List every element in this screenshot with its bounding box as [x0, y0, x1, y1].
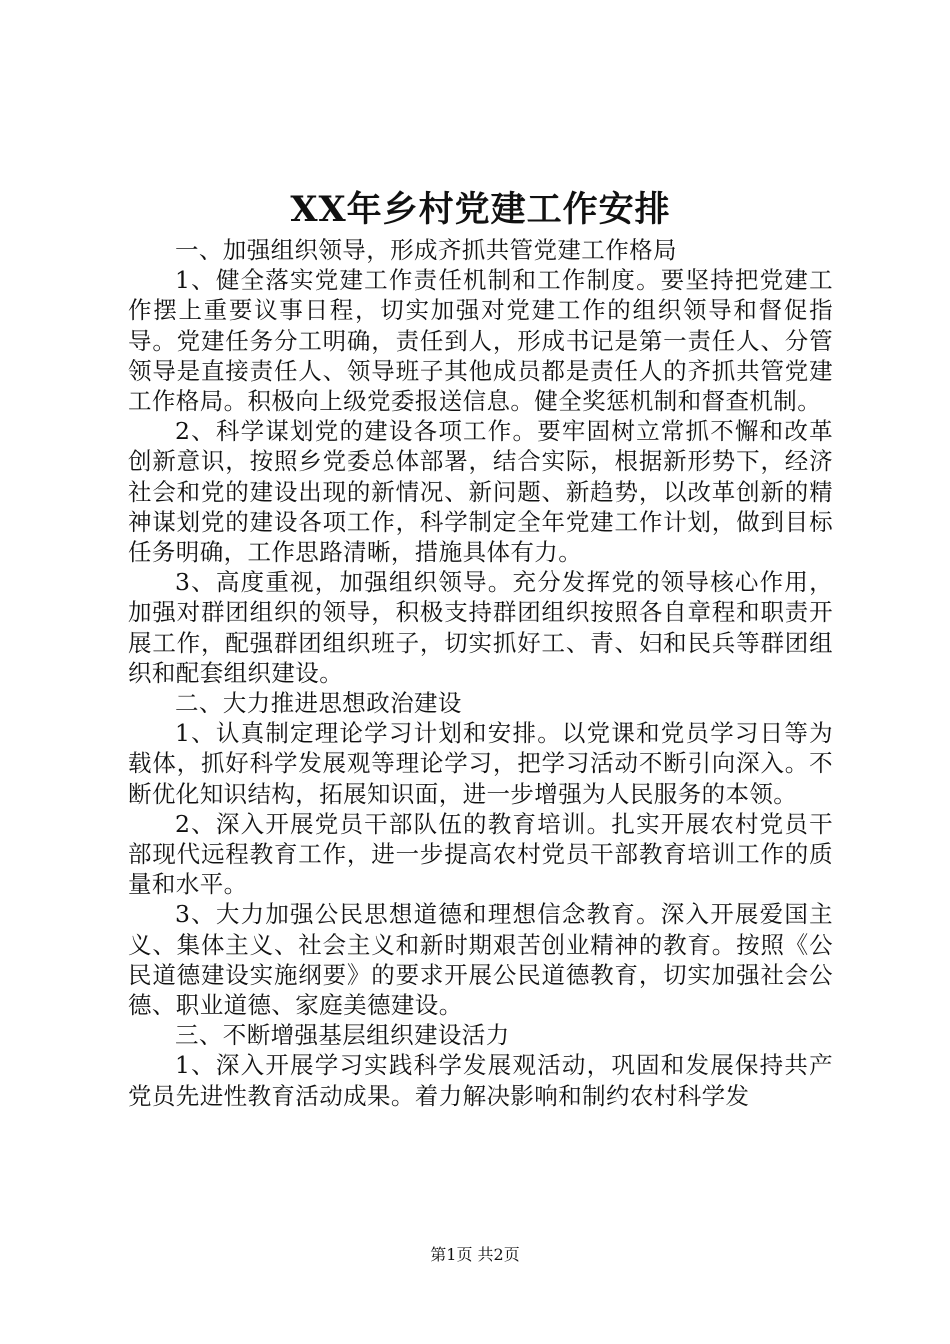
document-page [128, 0, 833, 1344]
section-heading-1: 一、加强组织领导，形成齐抓共管党建工作格局 [175, 236, 677, 264]
paragraph: 2、科学谋划党的建设各项工作。要牢固树立常抓不懈和改革创新意识，按照乡党委总体部署，结合实际，根据新形势下，经济社会和党的建设出现的新情况、新问题、新趋势，以改革创新的精神谋划党的建设各项工作，科学制定全年党建工作计划，做到目标任务明确，工作思路清晰，措施具体有力。 [128, 417, 833, 567]
paragraph: 3、大力加强公民思想道德和理想信念教育。深入开展爱国主义、集体主义、社会主义和新时期艰苦创业精神的教育。按照《公民道德建设实施纲要》的要求开展公民道德教育，切实加强社会公德、职业道德、家庭美德建设。 [128, 900, 833, 1020]
paragraph: 1、认真制定理论学习计划和安排。以党课和党员学习日等为载体，抓好科学发展观等理论学习，把学习活动不断引向深入。不断优化知识结构，拓展知识面，进一步增强为人民服务的本领。 [128, 719, 833, 808]
document-title: XX年乡村党建工作安排 [290, 189, 671, 230]
paragraph: 1、深入开展学习实践科学发展观活动，巩固和发展保持共产党员先进性教育活动成果。着力解决影响和制约农村科学发 [128, 1051, 833, 1110]
page-footer: 第1页 共2页 [430, 1245, 520, 1264]
paragraph: 1、健全落实党建工作责任机制和工作制度。要坚持把党建工作摆上重要议事日程，切实加强对党建工作的组织领导和督促指导。党建任务分工明确，责任到人，形成书记是第一责任人、分管领导是直接责任人、领导班子其他成员都是责任人的齐抓共管党建工作格局。积极向上级党委报送信息。健全奖惩机制和督查机制。 [128, 266, 833, 416]
paragraph: 3、高度重视，加强组织领导。充分发挥党的领导核心作用，加强对群团组织的领导，积极支持群团组织按照各自章程和职责开展工作，配强群团组织班子，切实抓好工、青、妇和民兵等群团组织和配套组织建设。 [128, 568, 833, 687]
document-body [128, 235, 833, 1111]
section-heading-2: 二、大力推进思想政治建设 [175, 689, 462, 718]
paragraph: 2、深入开展党员干部队伍的教育培训。扎实开展农村党员干部现代远程教育工作，进一步提高农村党员干部教育培训工作的质量和水平。 [128, 809, 833, 899]
section-heading-3: 三、不断增强基层组织建设活力 [175, 1021, 510, 1050]
